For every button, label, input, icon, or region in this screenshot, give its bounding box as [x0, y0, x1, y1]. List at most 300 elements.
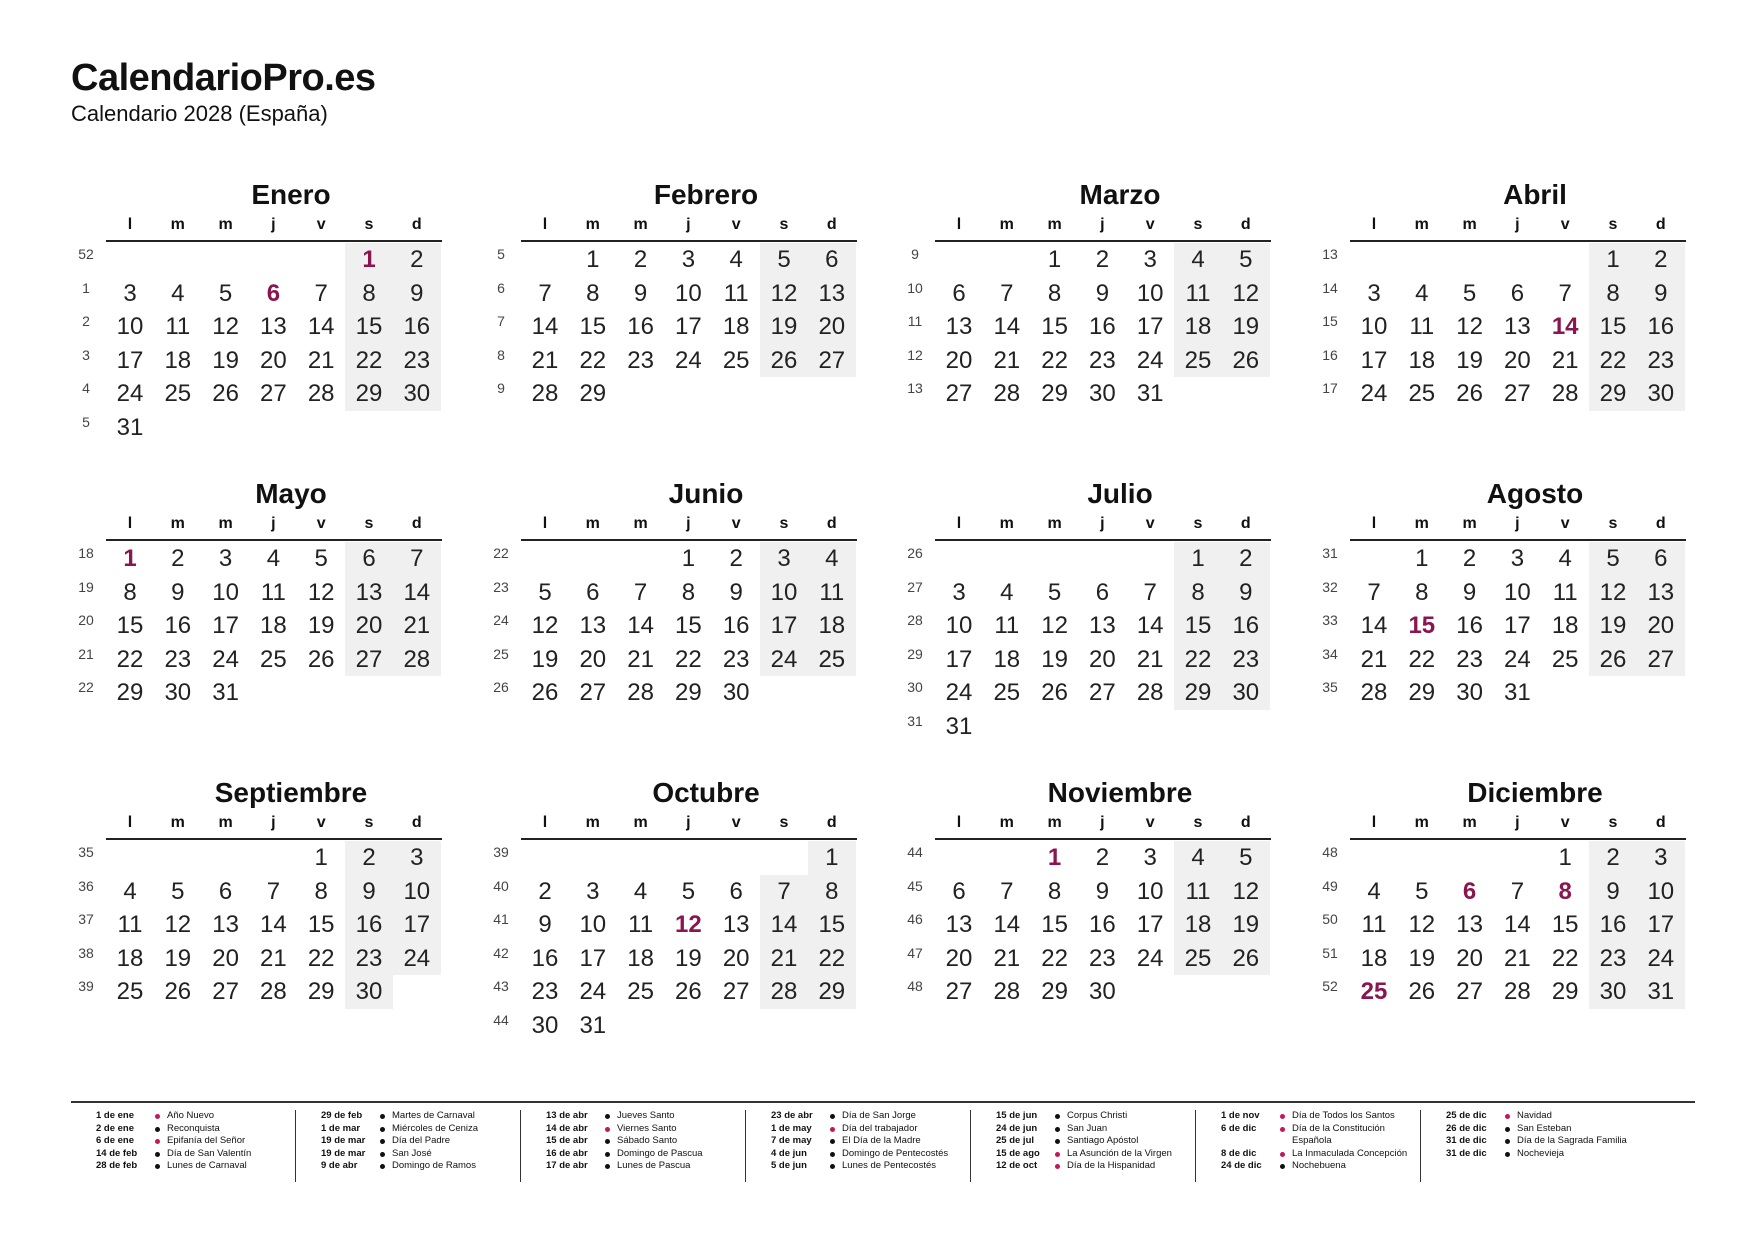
weekday-header: l: [127, 515, 133, 532]
holiday-date: 5 de jun: [771, 1160, 807, 1171]
calendar-day: 31: [212, 679, 239, 706]
bullet-icon: [830, 1127, 835, 1132]
calendar-day: 21: [1551, 346, 1579, 374]
calendar-day: 5: [1047, 578, 1062, 606]
week-number: 13: [1322, 246, 1338, 262]
bullet-icon: [1055, 1114, 1060, 1119]
calendar-day: 16: [531, 944, 559, 972]
calendar-day: 4: [1558, 545, 1572, 572]
calendar-day: 23: [355, 944, 383, 972]
holiday-date: 2 de ene: [96, 1122, 135, 1134]
calendar-day: 5: [681, 877, 696, 905]
calendar-day: 17: [1136, 911, 1164, 938]
calendar-day: 9: [362, 877, 376, 905]
calendar-day: 28: [403, 645, 431, 673]
calendar-day: 8: [825, 877, 839, 905]
holiday-entry: [71, 1135, 295, 1148]
calendar-day: 15: [116, 612, 144, 639]
calendar-day: 19: [1232, 313, 1260, 340]
week-number: 38: [78, 944, 94, 961]
bullet-icon: [380, 1139, 385, 1144]
holiday-name: Viernes Santo: [617, 1122, 677, 1134]
calendar-day: 22: [1184, 645, 1212, 673]
calendar-day: 2: [171, 545, 185, 572]
week-number: 8: [497, 346, 505, 363]
calendar-day: 1: [586, 246, 600, 273]
holiday-entry: [746, 1160, 970, 1173]
week-number: 26: [493, 679, 509, 695]
weekday-header: v: [1560, 515, 1570, 532]
calendar-day: 16: [722, 612, 750, 639]
calendar-day: 18: [722, 313, 750, 340]
calendar-day: 22: [818, 944, 846, 972]
weekday-header: d: [1655, 216, 1666, 233]
holiday-date: 9 de abr: [321, 1160, 358, 1171]
calendar-day: 29: [116, 679, 144, 706]
weekday-header: s: [1193, 515, 1203, 532]
week-number: 20: [78, 612, 94, 628]
weekday-header: v: [731, 515, 741, 532]
holiday-entry: [71, 1110, 295, 1123]
month-diciembre: [1315, 777, 1735, 1063]
weekday-header: m: [170, 216, 185, 233]
calendar-day: 10: [1647, 877, 1675, 905]
calendar-day: 27: [722, 978, 750, 1005]
calendar-day: 24: [1136, 944, 1164, 972]
weekday-header: v: [1560, 814, 1570, 831]
calendar-day: 18: [164, 346, 192, 374]
week-number: 37: [78, 911, 94, 927]
calendar-day: 20: [945, 944, 973, 972]
week-number: 49: [1322, 877, 1338, 894]
holiday-date: 28 de feb: [96, 1160, 138, 1171]
calendar-day: 20: [579, 645, 607, 673]
calendar-day: 22: [1408, 645, 1436, 673]
holiday-date: 1 de ene: [96, 1110, 135, 1121]
holiday-entry: [1196, 1160, 1420, 1173]
holiday-day: 14: [1551, 313, 1579, 340]
weekday-header: m: [999, 814, 1014, 831]
week-number: 9: [497, 380, 505, 396]
holiday-entry: [71, 1123, 295, 1136]
month-marzo: [900, 179, 1320, 465]
weekday-header: l: [1371, 814, 1377, 831]
weekday-header: j: [1100, 814, 1105, 831]
calendar-day: 26: [531, 679, 559, 706]
calendar-day: 15: [307, 911, 335, 938]
calendar-day: 11: [628, 911, 654, 938]
week-number: 22: [78, 679, 94, 695]
weekday-header: d: [1240, 216, 1251, 233]
calendar-day: 14: [993, 313, 1021, 340]
calendar-day: 18: [116, 944, 144, 972]
calendar-day: 4: [825, 545, 839, 572]
calendar-day: 29: [1184, 679, 1212, 706]
calendar-day: 16: [1647, 313, 1675, 340]
holiday-date: 17 de abr: [546, 1160, 588, 1171]
calendar-day: 19: [307, 612, 335, 639]
month-noviembre: [900, 777, 1320, 1063]
calendar-day: 18: [993, 645, 1021, 673]
calendar-day: 7: [538, 279, 552, 307]
calendar-day: 28: [260, 978, 287, 1005]
weekday-header: s: [1608, 814, 1618, 831]
week-number: 32: [1322, 578, 1338, 595]
calendar-day: 7: [266, 877, 281, 905]
calendar-day: 5: [218, 279, 233, 307]
calendar-day: 13: [945, 313, 973, 340]
calendar-day: 5: [1239, 844, 1253, 871]
calendar-day: 16: [1089, 313, 1116, 340]
calendar-day: 16: [403, 313, 431, 340]
calendar-day: 24: [945, 679, 973, 706]
calendar-day: 29: [818, 978, 846, 1005]
holiday-date: 31 de dic: [1446, 1147, 1487, 1159]
month-title: Julio: [1087, 478, 1153, 509]
calendar-day: 4: [1415, 279, 1429, 307]
calendar-day: 9: [729, 578, 743, 606]
bullet-icon: [1055, 1164, 1060, 1169]
calendar-day: 9: [1462, 578, 1477, 606]
month-agosto: [1315, 478, 1735, 764]
calendar-day: 25: [1184, 944, 1212, 972]
week-number: 12: [907, 346, 923, 363]
holiday-day: 15: [1408, 612, 1436, 639]
calendar-day: 26: [307, 645, 335, 673]
calendar-day: 13: [1089, 612, 1116, 639]
calendar-day: 22: [675, 645, 702, 673]
holiday-name: El Día de la Madre: [842, 1135, 921, 1146]
bullet-icon: [830, 1164, 835, 1169]
calendar-day: 23: [531, 978, 559, 1005]
calendar-day: 1: [1606, 246, 1620, 273]
calendar-day: 13: [722, 911, 750, 938]
weekday-header: m: [999, 216, 1014, 233]
calendar-day: 26: [1408, 978, 1436, 1005]
week-number: 44: [907, 844, 923, 860]
calendar-day: 12: [307, 578, 335, 606]
calendar-day: 20: [722, 944, 750, 972]
holiday-entry: [1196, 1148, 1420, 1161]
holiday-name: Nochevieja: [1517, 1147, 1564, 1159]
week-number: 42: [493, 944, 509, 961]
holiday-date: 19 de mar: [321, 1135, 366, 1146]
weekday-header-rule: [106, 539, 442, 541]
calendar-day: 22: [579, 346, 607, 374]
calendar-day: 22: [116, 645, 144, 673]
holiday-entry: [1421, 1123, 1646, 1136]
calendar-day: 27: [1504, 380, 1531, 407]
week-number: 7: [497, 313, 505, 329]
holiday-name: La Inmaculada Concepción: [1292, 1147, 1408, 1159]
weekday-header: v: [1560, 216, 1570, 233]
holiday-entry: [521, 1160, 745, 1173]
calendar-day: 4: [1367, 877, 1381, 905]
bullet-icon: [380, 1127, 385, 1132]
calendar-day: 4: [633, 877, 648, 905]
calendar-day: 12: [1232, 877, 1260, 905]
weekday-header: v: [316, 814, 326, 831]
bullet-icon: [1505, 1152, 1510, 1157]
calendar-day: 3: [952, 578, 966, 606]
week-number: 44: [493, 1011, 509, 1028]
calendar-day: 14: [993, 911, 1021, 938]
holiday-column: [1421, 1110, 1646, 1182]
holiday-date: 14 de abr: [546, 1122, 588, 1134]
holiday-name: Día de San Jorge: [842, 1110, 916, 1121]
holiday-entry: [971, 1110, 1195, 1123]
calendar-day: 28: [307, 380, 335, 407]
calendar-day: 12: [770, 279, 798, 307]
calendar-day: 23: [1456, 645, 1483, 673]
holiday-name: Santiago Apóstol: [1067, 1135, 1139, 1146]
calendar-day: 15: [1041, 313, 1068, 340]
calendar-day: 3: [586, 877, 600, 905]
month-title: Diciembre: [1467, 777, 1603, 808]
calendar-day: 21: [403, 612, 431, 639]
calendar-day: 27: [1456, 978, 1483, 1005]
calendar-day: 24: [212, 645, 239, 673]
week-number: 52: [78, 246, 94, 262]
calendar-day: 28: [627, 679, 654, 706]
holiday-column: [521, 1110, 746, 1182]
holiday-name: Día de la Hispanidad: [1067, 1160, 1156, 1171]
holiday-date: 15 de jun: [996, 1110, 1038, 1121]
bullet-icon: [1280, 1127, 1285, 1132]
holiday-name: Reconquista: [167, 1122, 220, 1134]
weekday-header-rule: [1350, 539, 1686, 541]
calendar-day: 17: [1136, 313, 1164, 340]
calendar-day: 30: [1232, 679, 1260, 706]
holiday-date: 25 de dic: [1446, 1110, 1487, 1121]
calendar-day: 11: [1409, 313, 1435, 340]
week-number: 18: [78, 545, 94, 561]
weekday-header: j: [1515, 216, 1520, 233]
calendar-day: 21: [1136, 645, 1164, 673]
holiday-column: [746, 1110, 971, 1182]
calendar-day: 1: [1191, 545, 1205, 572]
calendar-day: 17: [579, 944, 607, 972]
calendar-day: 15: [1599, 313, 1627, 340]
calendar-day: 3: [1143, 246, 1157, 273]
week-number: 52: [1322, 978, 1338, 994]
week-number: 43: [493, 978, 509, 994]
calendar-day: 5: [777, 246, 791, 273]
calendar-day: 31: [579, 1011, 607, 1039]
week-number: 35: [78, 844, 94, 860]
calendar-day: 15: [1551, 911, 1579, 938]
holiday-date: 15 de abr: [546, 1135, 588, 1146]
calendar-day: 7: [410, 545, 424, 572]
calendar-day: 11: [994, 612, 1020, 639]
calendar-day: 9: [1095, 877, 1110, 905]
calendar-day: 28: [993, 978, 1021, 1005]
calendar-day: 17: [403, 911, 431, 938]
weekday-header: m: [218, 515, 233, 532]
weekday-header: j: [1515, 515, 1520, 532]
calendar-day: 11: [1552, 578, 1578, 606]
holiday-entry: [746, 1148, 970, 1161]
month-title: Abril: [1503, 179, 1567, 210]
calendar-day: 1: [1047, 246, 1062, 273]
calendar-day: 2: [1606, 844, 1620, 871]
weekday-header-rule: [521, 240, 857, 242]
week-number: 6: [497, 279, 505, 296]
calendar-day: 19: [1599, 612, 1627, 639]
weekday-header: m: [585, 515, 600, 532]
calendar-day: 30: [1456, 679, 1483, 706]
weekday-header: s: [779, 515, 789, 532]
weekday-header: v: [731, 814, 741, 831]
calendar-day: 27: [1647, 645, 1675, 673]
bullet-icon: [1280, 1152, 1285, 1157]
calendar-day: 31: [1647, 978, 1675, 1005]
calendar-day: 20: [260, 346, 287, 374]
calendar-day: 1: [1558, 844, 1572, 871]
calendar-day: 25: [993, 679, 1021, 706]
calendar-day: 17: [1360, 346, 1388, 374]
calendar-day: 15: [579, 313, 607, 340]
holiday-date: 24 de dic: [1221, 1160, 1262, 1171]
calendar-day: 25: [818, 645, 846, 673]
month-title: Marzo: [1079, 179, 1161, 210]
holiday-date: 1 de nov: [1221, 1110, 1260, 1121]
calendar-day: 24: [770, 645, 798, 673]
calendar-day: 18: [818, 612, 846, 639]
calendar-day: 19: [212, 346, 239, 374]
calendar-day: 17: [116, 346, 144, 374]
weekday-header: d: [1655, 814, 1666, 831]
holiday-entry: [521, 1110, 745, 1123]
holiday-name: Corpus Christi: [1067, 1110, 1128, 1121]
calendar-day: 12: [1232, 279, 1260, 307]
calendar-day: 16: [1599, 911, 1627, 938]
weekday-header: d: [1240, 814, 1251, 831]
bullet-icon: [155, 1164, 160, 1169]
calendar-day: 29: [1041, 978, 1068, 1005]
weekday-header: s: [364, 515, 374, 532]
weekday-header: m: [633, 814, 648, 831]
calendar-day: 24: [116, 380, 144, 407]
holiday-entry: [296, 1148, 520, 1161]
calendar-day: 23: [1647, 346, 1675, 374]
calendar-day: 5: [1415, 877, 1429, 905]
holiday-date: 6 de ene: [96, 1135, 135, 1146]
weekday-header: l: [542, 216, 548, 233]
weekday-header: d: [1655, 515, 1666, 532]
calendar-day: 14: [627, 612, 654, 639]
calendar-day: 14: [260, 911, 287, 938]
calendar-day: 21: [1360, 645, 1388, 673]
calendar-day: 9: [1239, 578, 1253, 606]
calendar-day: 25: [260, 645, 287, 673]
calendar-day: 28: [1360, 679, 1388, 706]
holiday-day: 1: [362, 246, 376, 273]
calendar-day: 11: [165, 313, 191, 340]
month-febrero: [486, 179, 906, 465]
holiday-column: [71, 1110, 296, 1182]
holiday-date: 12 de oct: [996, 1160, 1038, 1171]
calendar-day: 6: [362, 545, 376, 572]
holiday-entry: [1196, 1110, 1420, 1123]
calendar-day: 9: [1606, 877, 1620, 905]
weekday-header: m: [633, 515, 648, 532]
weekday-header: s: [779, 216, 789, 233]
holiday-name: Miércoles de Ceniza: [392, 1122, 479, 1134]
calendar-day: 5: [314, 545, 328, 572]
weekday-header: d: [826, 515, 837, 532]
week-number: 1: [82, 279, 90, 296]
calendar-day: 14: [531, 313, 559, 340]
month-title: Noviembre: [1047, 777, 1193, 808]
weekday-header: m: [999, 515, 1014, 532]
calendar-day: 7: [1367, 578, 1381, 606]
calendar-day: 7: [314, 279, 328, 307]
calendar-day: 21: [260, 944, 287, 972]
holiday-entry: [296, 1123, 520, 1136]
week-number: 36: [78, 877, 94, 894]
calendar-day: 29: [1041, 380, 1068, 407]
calendar-day: 10: [770, 578, 798, 606]
calendar-day: 26: [1232, 944, 1260, 972]
week-number: 13: [907, 380, 923, 396]
holiday-date: 19 de mar: [321, 1147, 366, 1159]
calendar-day: 10: [1504, 578, 1531, 606]
bullet-icon: [1055, 1127, 1060, 1132]
calendar-day: 12: [212, 313, 239, 340]
weekday-header: l: [956, 814, 962, 831]
calendar-day: 23: [164, 645, 192, 673]
calendar-day: 13: [355, 578, 383, 606]
week-number: 5: [82, 413, 90, 430]
weekday-header: l: [127, 814, 133, 831]
holiday-name: Martes de Carnaval: [392, 1110, 475, 1121]
calendar-day: 7: [1143, 578, 1157, 606]
weekday-header: m: [170, 515, 185, 532]
weekday-header: j: [271, 814, 276, 831]
calendar-day: 3: [218, 545, 233, 572]
calendar-day: 6: [1654, 545, 1668, 572]
weekday-header-rule: [106, 240, 442, 242]
calendar-day: 12: [1041, 612, 1068, 639]
holiday-entry: [296, 1110, 520, 1123]
calendar-day: 13: [212, 911, 239, 938]
bullet-icon: [380, 1114, 385, 1119]
calendar-day: 11: [819, 578, 845, 606]
calendar-day: 4: [1191, 844, 1205, 871]
calendar-day: 22: [1599, 346, 1627, 374]
weekday-header: l: [1371, 216, 1377, 233]
bullet-icon: [1055, 1139, 1060, 1144]
weekday-header: l: [127, 216, 133, 233]
calendar-day: 8: [1606, 279, 1620, 307]
holiday-name: Domingo de Pentecostés: [842, 1147, 949, 1159]
holiday-entry: [746, 1123, 970, 1136]
calendar-day: 27: [1089, 679, 1116, 706]
calendar-day: 22: [307, 944, 335, 972]
calendar-day: 25: [116, 978, 144, 1005]
holiday-list-divider: [71, 1101, 1695, 1103]
calendar-day: 24: [579, 978, 607, 1005]
calendar-day: 12: [1408, 911, 1436, 938]
week-number: 19: [78, 578, 94, 595]
holiday-date: 29 de feb: [321, 1110, 363, 1121]
weekday-header: s: [1608, 515, 1618, 532]
week-number: 39: [78, 978, 94, 994]
calendar-day: 19: [1041, 645, 1068, 673]
holiday-entry: [746, 1110, 970, 1123]
week-number: 35: [1322, 679, 1338, 695]
